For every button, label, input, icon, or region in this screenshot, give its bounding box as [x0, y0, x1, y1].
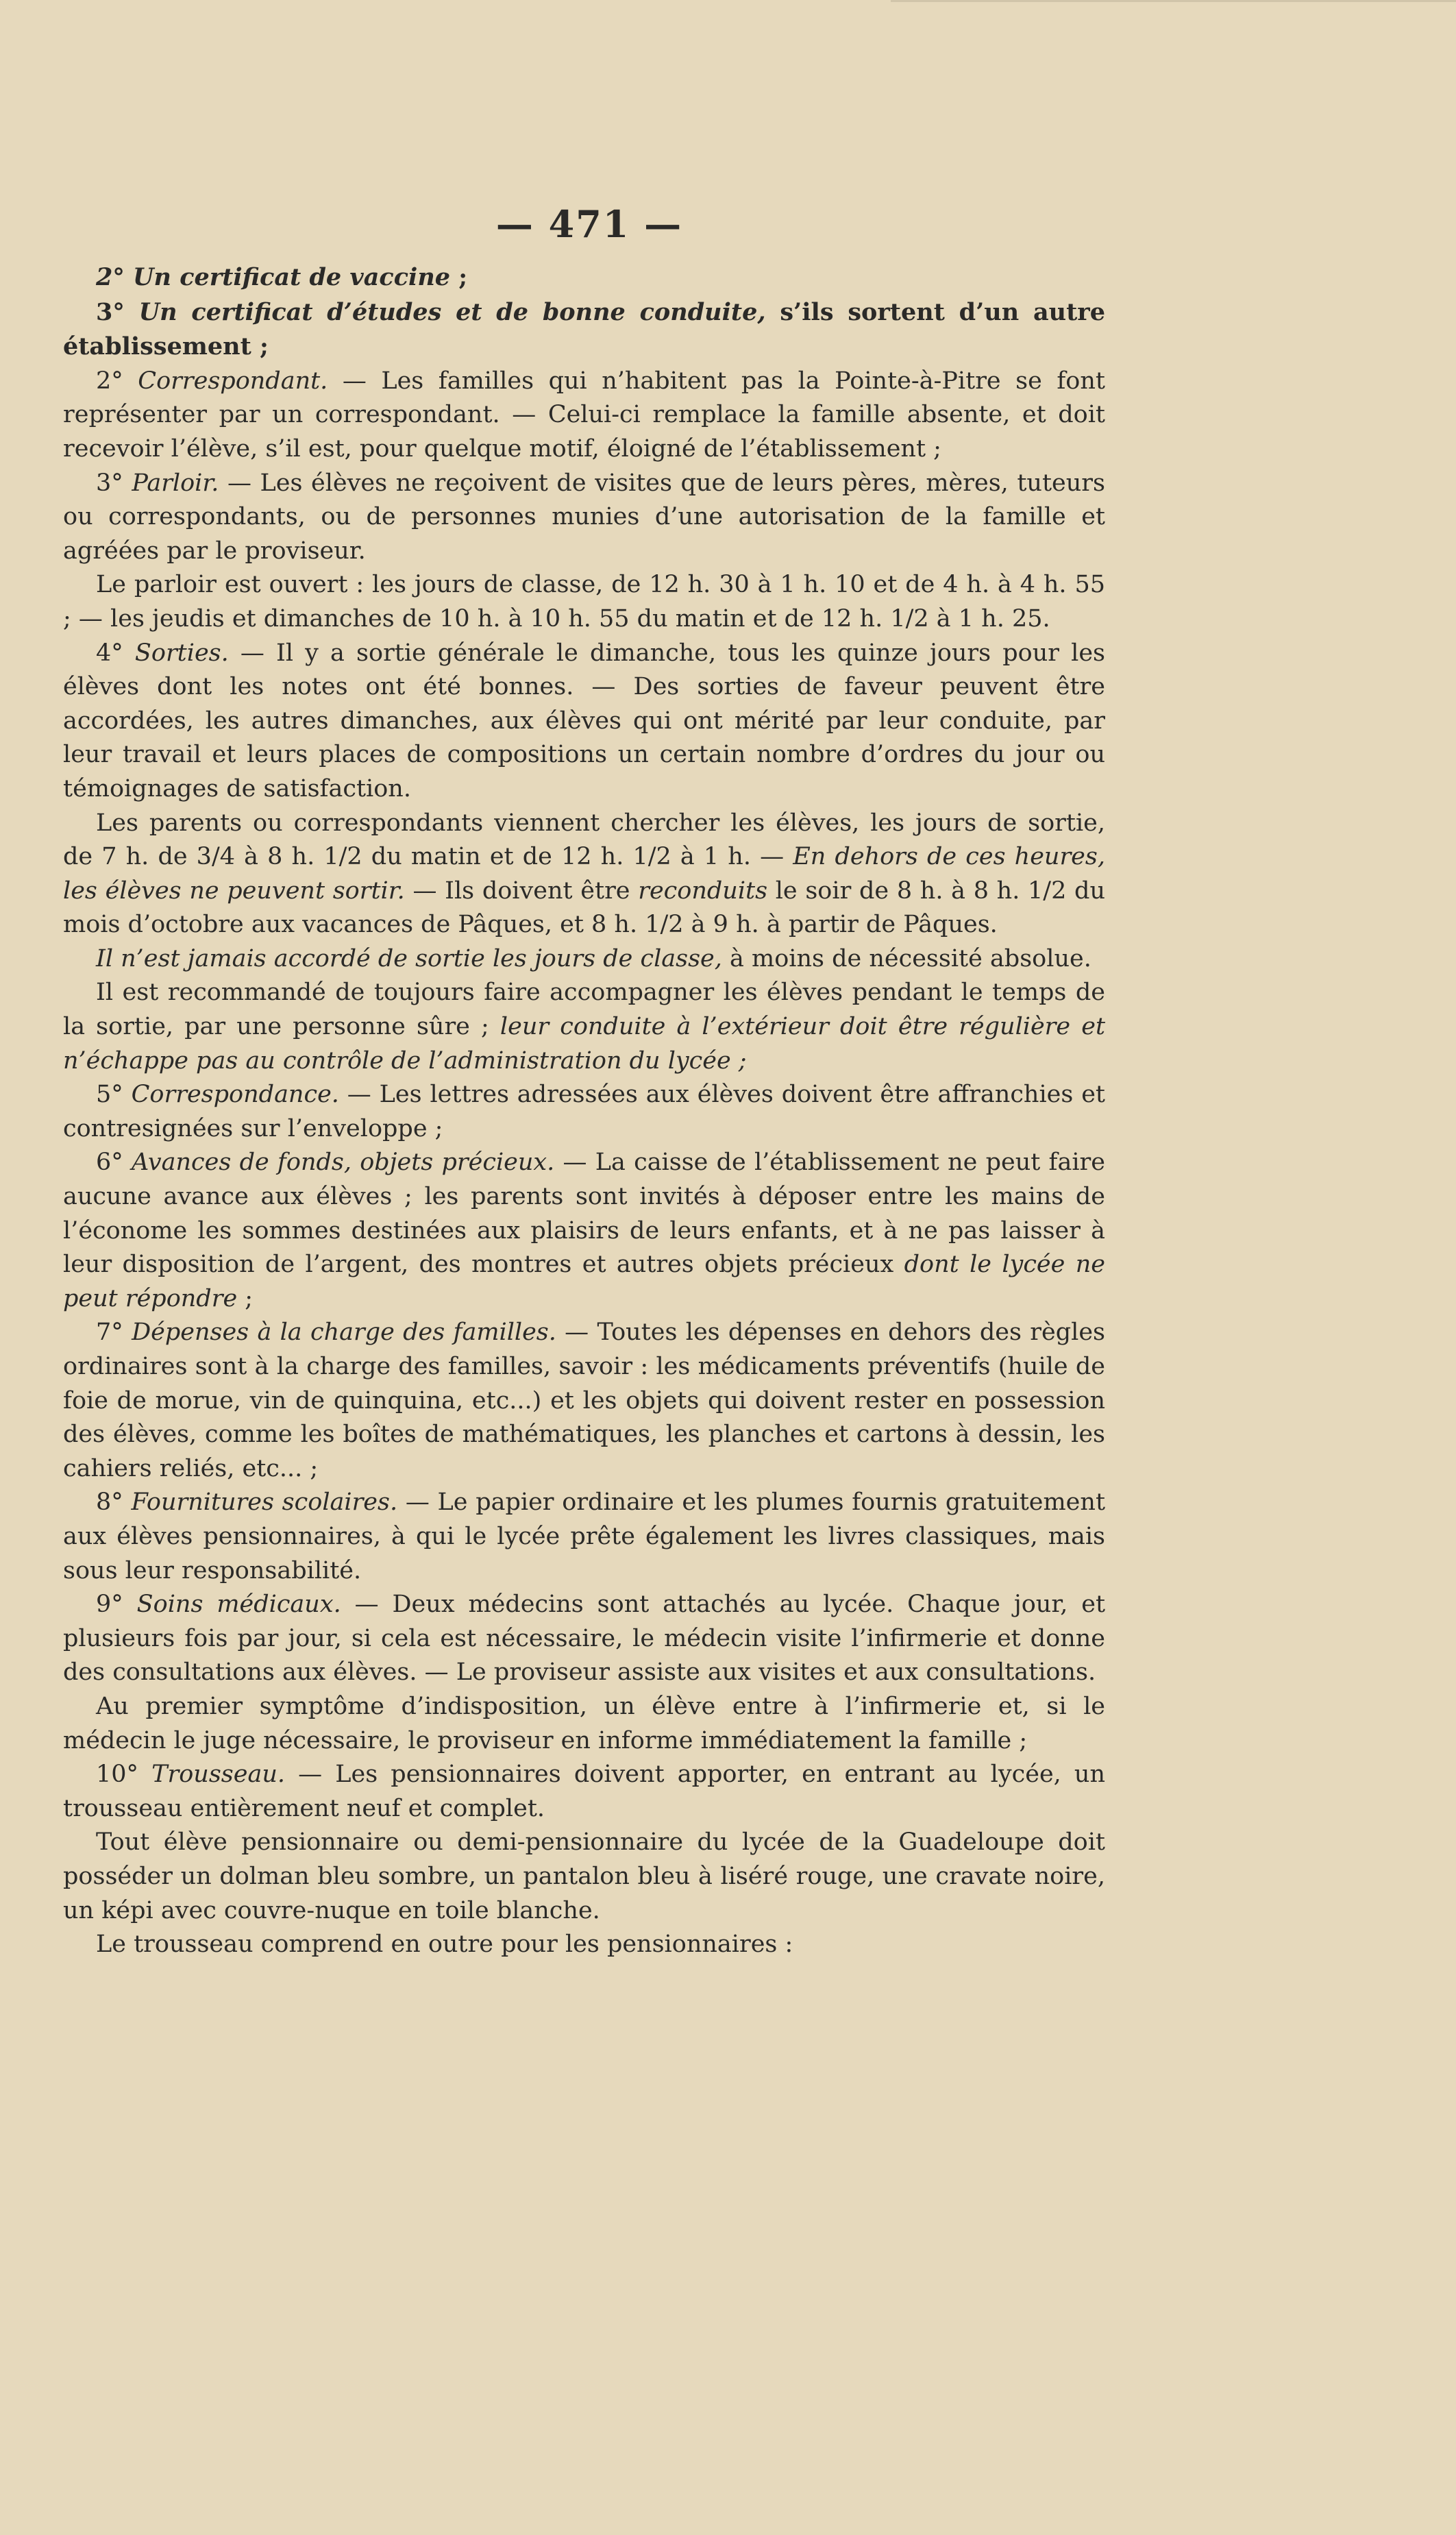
paragraph-text: 5°	[96, 1081, 132, 1109]
paragraph-text: ;	[450, 263, 468, 291]
paragraph	[63, 1316, 1105, 1486]
paragraph	[63, 365, 1105, 467]
paragraph-text: — Les familles qui n’habitent pas la Pointe-à-Pitre se font représenter par un correspondant. — Celui-ci remplace la famille absente, et doit recevoir l’élève, s’il est, pour quelque motif, éloigné de l’établissement ;	[63, 367, 1105, 463]
paragraph-text: 9°	[96, 1591, 137, 1619]
paragraph-text: Le parloir est ouvert : les jours de classe, de 12 h. 30 à 1 h. 10 et de 4 h. à 4 h. 55 ; — les jeudis et dimanches de 10 h. à 10 h. 55 du matin et de 12 h. 1/2 à 1 h. 25.	[63, 571, 1105, 633]
paragraph-text: Soins médicaux.	[136, 1591, 341, 1619]
paragraph	[63, 1826, 1105, 1928]
paragraph-text: Au premier symptôme d’indisposition, un élève entre à l’infirmerie et, si le médecin le juge nécessaire, le proviseur en informe immédiatement la famille ;	[63, 1692, 1105, 1754]
paragraph	[63, 295, 1105, 365]
paragraph-text: 2°	[96, 367, 138, 395]
paragraph	[63, 1758, 1105, 1826]
paragraph-text: — Les lettres adressées aux élèves doivent être affranchies et contresignées sur l’enveloppe ;	[63, 1081, 1105, 1142]
paragraph	[63, 467, 1105, 569]
paragraph	[63, 1928, 1105, 1962]
paragraph-text: 4°	[96, 639, 135, 667]
paragraph-text: En dehors de ces heures, les élèves ne peuvent sortir.	[63, 843, 1105, 905]
paragraph-text: — Toutes les dépenses en dehors des règles ordinaires sont à la charge des familles, savoir : les médicaments préventifs (huile de foie de morue, vin de quinquina, etc...) et les objets qui doivent rester en possession des élèves, comme les boîtes de mathématiques, les planches et cartons à dessin, les cahiers reliés, etc... ;	[63, 1319, 1105, 1482]
paragraph	[63, 568, 1105, 636]
paragraph-text: Il n’est jamais accordé de sortie les jours de classe,	[96, 944, 722, 972]
paragraph-text: Correspondant.	[138, 367, 328, 395]
paragraph-text: Un certificat d’études et de bonne conduite,	[138, 297, 766, 326]
paragraph-text: — Les élèves ne reçoivent de visites que de leurs pères, mères, tuteurs ou correspondants, ou de personnes munies d’une autorisation de la famille et agréées par le proviseur.	[63, 469, 1105, 565]
paragraph-text: 6°	[96, 1149, 132, 1177]
paragraph-text: 3°	[96, 297, 139, 326]
paragraph	[63, 976, 1105, 1078]
scan-edge-line	[891, 0, 1456, 2]
paragraph-text: Sorties.	[134, 639, 229, 667]
paragraph-text: — Les pensionnaires doivent apporter, en entrant au lycée, un trousseau entièrement neuf et complet.	[63, 1761, 1105, 1822]
paragraph-text: 3°	[96, 469, 132, 497]
paragraph-text: Tout élève pensionnaire ou demi-pensionnaire du lycée de la Guadeloupe doit posséder un dolman bleu sombre, un pantalon bleu à liséré rouge, une cravate noire, un képi avec couvre-nuque en toile blanche.	[63, 1828, 1105, 1924]
paragraph-text: 7°	[96, 1319, 132, 1347]
paragraph-text: le soir de 8 h. à 8 h. 1/2 du mois d’octobre aux vacances de Pâques, et 8 h. 1/2 à 9 h. à partir de Pâques.	[63, 877, 1106, 939]
paragraph-text: 10°	[96, 1761, 152, 1789]
paragraph	[63, 1690, 1105, 1758]
paragraph-text: 2° Un certificat de vaccine	[96, 263, 451, 291]
paragraph-text: — Ils doivent être	[404, 877, 639, 905]
paragraph-text: Dépenses à la charge des familles.	[132, 1319, 556, 1347]
paragraph-text: — Le papier ordinaire et les plumes fournis gratuitement aux élèves pensionnaires, à qui le lycée prête également les livres classiques, mais sous leur responsabilité.	[63, 1489, 1106, 1584]
paragraph	[63, 942, 1105, 977]
paragraph	[63, 1588, 1105, 1690]
paragraph-text: Il est recommandé de toujours faire accompagner les élèves pendant le temps de la sortie, par une personne sûre ;	[63, 979, 1105, 1041]
paragraph-text: Avances de fonds, objets précieux.	[132, 1149, 555, 1177]
paragraph	[63, 1486, 1105, 1588]
paragraph-text: Correspondance.	[131, 1081, 339, 1109]
paragraph-text: — La caisse de l’établissement ne peut faire aucune avance aux élèves ; les parents sont invités à déposer entre les mains de l’économe les sommes destinées aux plaisirs de leurs enfants, et à ne pas laisser à leur disposition de l’argent, des montres et autres objets précieux	[63, 1149, 1106, 1279]
paragraph-text: s’ils sortent d’un autre établissement ;	[63, 297, 1105, 361]
paragraph-text: à moins de nécessité absolue.	[721, 944, 1091, 972]
paragraph-text: dont le lycée ne peut répondre	[63, 1251, 1105, 1312]
paragraph-text: Trousseau.	[151, 1761, 286, 1789]
paragraph-text: ;	[237, 1284, 254, 1312]
paragraph-text: Le trousseau comprend en outre pour les pensionnaires :	[96, 1931, 793, 1959]
page-number: — 471 —	[495, 202, 683, 246]
paragraph-text: Les parents ou correspondants viennent chercher les élèves, les jours de sortie, de 7 h. de 3/4 à 8 h. 1/2 du matin et de 12 h. 1/2 à 1 h. —	[63, 809, 1105, 871]
paragraph	[63, 1146, 1105, 1316]
body-text	[63, 260, 1105, 1962]
paragraph-text: 8°	[96, 1489, 132, 1517]
paragraph-text: Fournitures scolaires.	[131, 1489, 398, 1517]
paragraph-text: — Il y a sortie générale le dimanche, tous les quinze jours pour les élèves dont les notes ont été bonnes. — Des sorties de faveur peuvent être accordées, les autres dimanches, aux élèves qui ont mérité par leur conduite, par leur travail et leurs places de compositions un certain nombre d’ordres du jour ou témoignages de satisfaction.	[63, 639, 1105, 803]
paragraph-text: leur conduite à l’extérieur doit être régulière et n’échappe pas au contrôle de l’administration du lycée ;	[63, 1013, 1106, 1075]
paragraph-text: reconduits	[638, 877, 768, 905]
paragraph	[63, 807, 1105, 942]
paragraph-text: — Deux médecins sont attachés au lycée. Chaque jour, et plusieurs fois par jour, si cela est nécessaire, le médecin visite l’infirmerie et donne des consultations aux élèves. — Le proviseur assiste aux visites et aux consultations.	[63, 1591, 1106, 1687]
paragraph-text: Parloir.	[132, 469, 219, 497]
paragraph	[63, 1078, 1105, 1146]
paragraph	[63, 637, 1105, 807]
paragraph	[63, 260, 1105, 295]
